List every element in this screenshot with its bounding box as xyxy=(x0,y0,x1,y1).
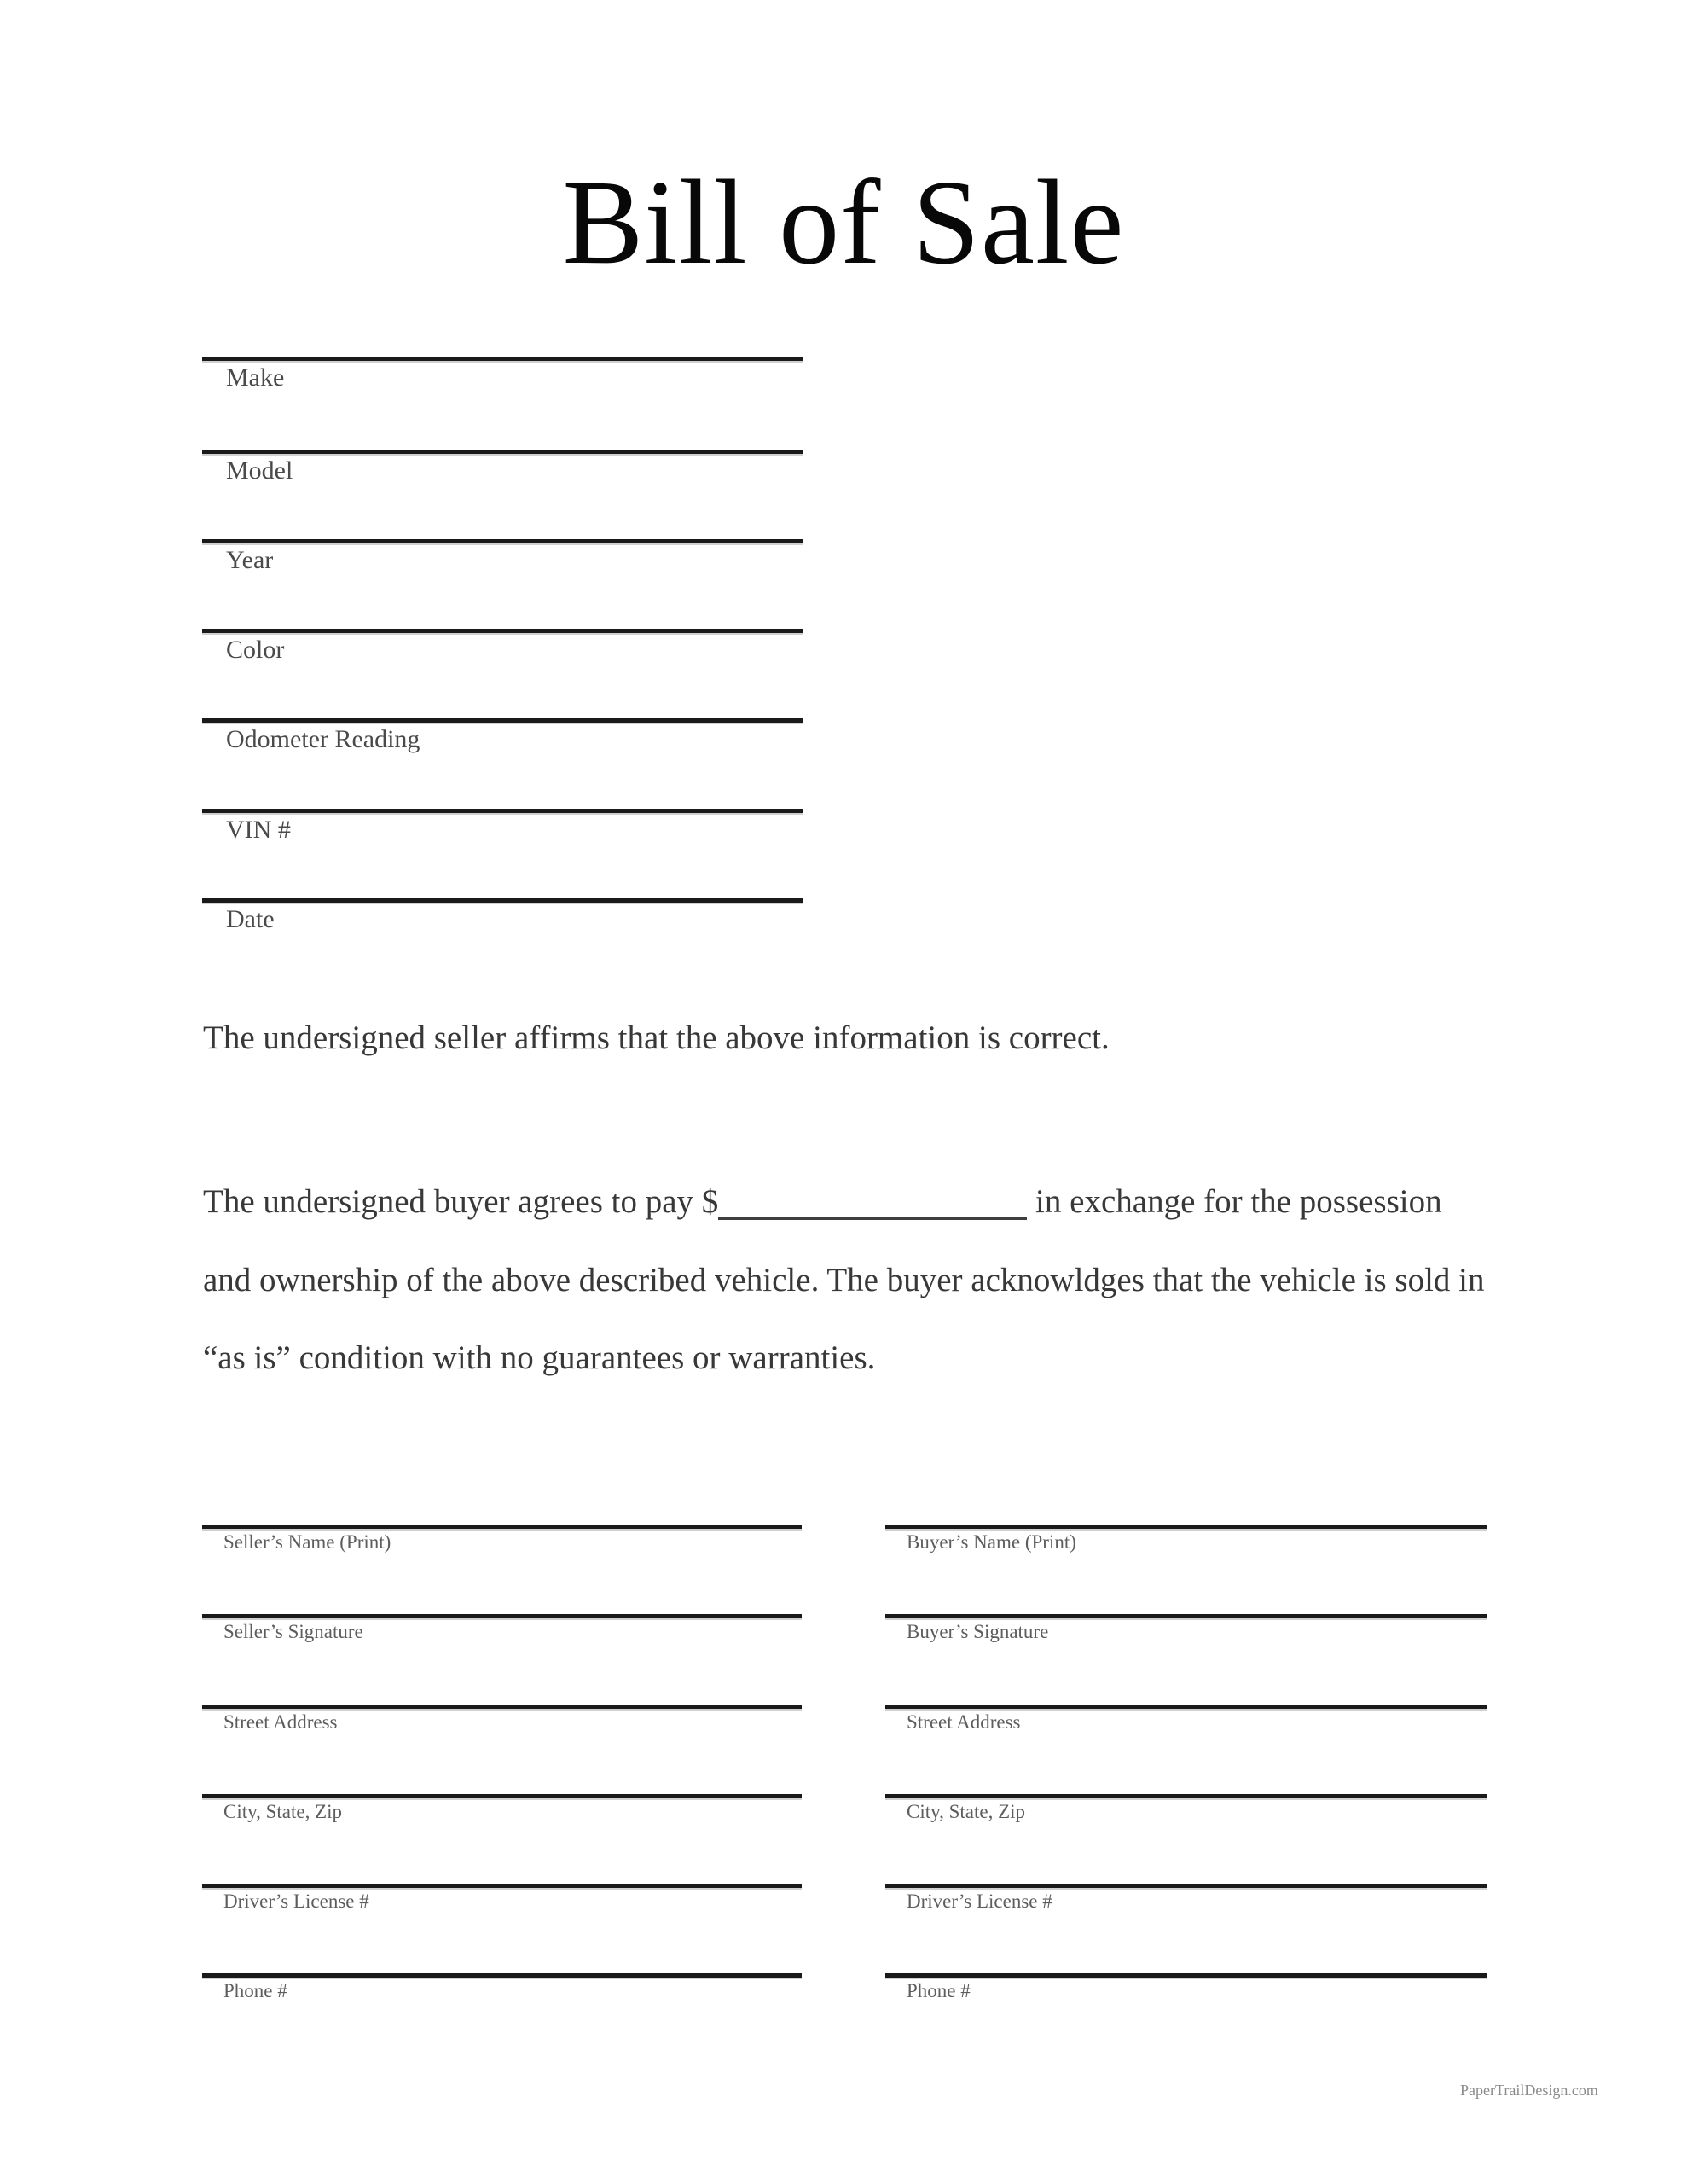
form-field-row xyxy=(202,1973,802,2002)
field-label: Phone # xyxy=(907,1980,971,2001)
field-label: Year xyxy=(226,546,274,574)
field-label: City, State, Zip xyxy=(223,1801,343,1822)
field-label: Street Address xyxy=(223,1711,338,1733)
footer-credit: PaperTrailDesign.com xyxy=(1460,2082,1598,2099)
field-label: Odometer Reading xyxy=(226,725,420,753)
buyer-agreement-line2: and ownership of the above described vehicle. The buyer acknowldges that the vehicle is sold in xyxy=(203,1262,1485,1298)
form-field-row xyxy=(885,1794,1487,1823)
form-field-row xyxy=(202,1525,802,1554)
form-field-row xyxy=(202,809,803,845)
field-label: Driver’s License # xyxy=(907,1891,1052,1912)
field-label: Seller’s Name (Print) xyxy=(223,1531,391,1553)
field-label: Buyer’s Name (Print) xyxy=(907,1531,1076,1553)
form-field-row xyxy=(202,718,803,754)
form-field-row xyxy=(202,357,803,392)
field-label: Model xyxy=(226,456,293,485)
field-label: Seller’s Signature xyxy=(223,1621,363,1642)
form-field-row xyxy=(885,1525,1487,1554)
buyer-agreement-text-after-amount: in exchange for the possession xyxy=(1027,1183,1442,1220)
field-label: Phone # xyxy=(223,1980,287,2001)
form-field-row xyxy=(202,898,803,934)
form-field-row xyxy=(885,1614,1487,1643)
form-field-row xyxy=(202,1794,802,1823)
field-label: VIN # xyxy=(226,816,291,844)
field-label: Driver’s License # xyxy=(223,1891,369,1912)
form-field-row xyxy=(202,1614,802,1643)
form-field-row xyxy=(202,539,803,575)
form-field-row xyxy=(202,629,803,665)
form-field-row xyxy=(885,1705,1487,1734)
form-field-row xyxy=(202,1705,802,1734)
field-label: Street Address xyxy=(907,1711,1021,1733)
buyer-agreement-line1 xyxy=(203,1182,1442,1222)
document-title: Bill of Sale xyxy=(562,154,1125,289)
field-label: Make xyxy=(226,363,285,392)
form-field-row xyxy=(202,1884,802,1913)
amount-blank-line xyxy=(718,1188,1027,1220)
seller-affirmation-text: The undersigned seller affirms that the above information is correct. xyxy=(203,1019,1110,1056)
buyer-agreement-text-before-amount: The undersigned buyer agrees to pay $ xyxy=(203,1183,719,1220)
field-label: Buyer’s Signature xyxy=(907,1621,1049,1642)
field-label: Date xyxy=(226,905,275,933)
field-label: City, State, Zip xyxy=(907,1801,1026,1822)
field-label: Color xyxy=(226,636,285,664)
form-field-row xyxy=(885,1973,1487,2002)
form-field-row xyxy=(202,450,803,485)
buyer-agreement-line3: “as is” condition with no guarantees or warranties. xyxy=(203,1339,876,1376)
form-field-row xyxy=(885,1884,1487,1913)
